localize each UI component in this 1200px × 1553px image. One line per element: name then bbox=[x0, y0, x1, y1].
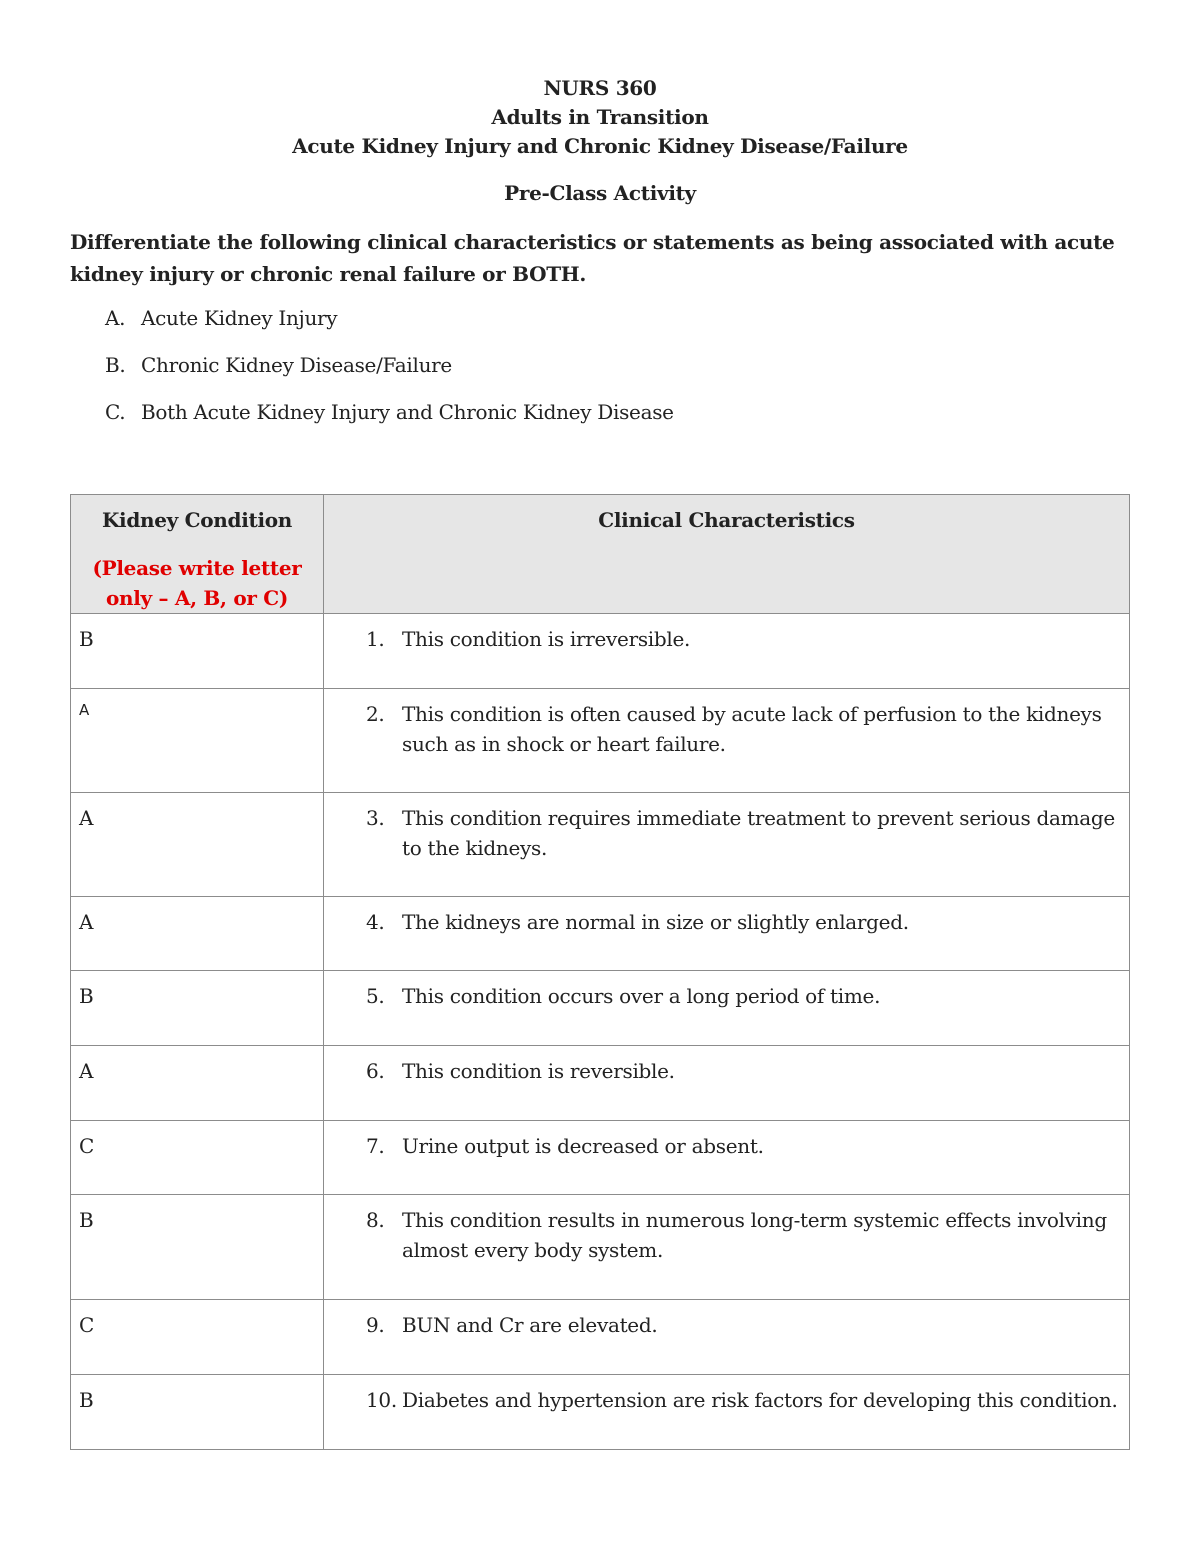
course-code: NURS 360 bbox=[543, 76, 657, 100]
option-letter: A. bbox=[105, 306, 126, 330]
table-row bbox=[71, 897, 1130, 971]
item-text: This condition requires immediate treatment to prevent serious damage to the kidneys. bbox=[402, 806, 1115, 860]
option-item bbox=[105, 303, 674, 350]
table-header-row bbox=[71, 495, 1130, 614]
option-item bbox=[105, 397, 674, 444]
item-number: 8. bbox=[366, 1208, 385, 1232]
item-number: 9. bbox=[366, 1313, 385, 1337]
answer-cell[interactable]: A bbox=[71, 689, 324, 793]
item-number: 2. bbox=[366, 702, 385, 726]
characteristic-cell bbox=[324, 689, 1130, 793]
answer-cell[interactable]: A bbox=[71, 1046, 324, 1121]
item-text: Diabetes and hypertension are risk factors for developing this condition. bbox=[402, 1388, 1118, 1412]
option-item bbox=[105, 350, 674, 397]
item-text: This condition occurs over a long period of time. bbox=[402, 984, 881, 1008]
item-number: 1. bbox=[366, 627, 385, 651]
table-row bbox=[71, 793, 1130, 897]
characteristic-cell bbox=[324, 1121, 1130, 1195]
table-row bbox=[71, 1300, 1130, 1375]
table-row bbox=[71, 1195, 1130, 1300]
item-number: 5. bbox=[366, 984, 385, 1008]
characteristic-cell bbox=[324, 614, 1130, 689]
answer-cell[interactable]: C bbox=[71, 1300, 324, 1375]
answer-cell[interactable]: B bbox=[71, 1375, 324, 1450]
answer-cell[interactable]: A bbox=[71, 897, 324, 971]
table-row bbox=[71, 1046, 1130, 1121]
topic-title: Acute Kidney Injury and Chronic Kidney Disease/Failure bbox=[292, 134, 908, 158]
answer-cell[interactable]: A bbox=[71, 793, 324, 897]
option-text: Chronic Kidney Disease/Failure bbox=[141, 353, 452, 377]
item-number: 7. bbox=[366, 1134, 385, 1158]
answer-cell[interactable]: B bbox=[71, 614, 324, 689]
clinical-characteristics-header: Clinical Characteristics bbox=[324, 495, 1130, 614]
activity-title: Pre-Class Activity bbox=[504, 181, 696, 205]
table-row bbox=[71, 689, 1130, 793]
item-text: Urine output is decreased or absent. bbox=[402, 1134, 764, 1158]
characteristic-cell bbox=[324, 1375, 1130, 1450]
answer-cell[interactable]: B bbox=[71, 1195, 324, 1300]
kidney-condition-header bbox=[71, 495, 324, 614]
instructions-text: Differentiate the following clinical characteristics or statements as being associated with acute kidney injury or chronic renal failure or BOTH. bbox=[70, 230, 1115, 286]
answer-options-list bbox=[105, 303, 674, 444]
characteristic-cell bbox=[324, 971, 1130, 1046]
document-header bbox=[0, 74, 1200, 208]
option-text: Both Acute Kidney Injury and Chronic Kidney Disease bbox=[141, 400, 674, 424]
item-text: This condition results in numerous long-term systemic effects involving almost every body system. bbox=[402, 1208, 1107, 1262]
characteristic-cell bbox=[324, 897, 1130, 971]
item-text: This condition is reversible. bbox=[402, 1059, 675, 1083]
table-row bbox=[71, 971, 1130, 1046]
table-row bbox=[71, 614, 1130, 689]
item-text: This condition is irreversible. bbox=[402, 627, 691, 651]
characteristics-table bbox=[70, 494, 1130, 1450]
characteristic-cell bbox=[324, 793, 1130, 897]
characteristic-cell bbox=[324, 1300, 1130, 1375]
option-letter: C. bbox=[105, 400, 126, 424]
item-text: The kidneys are normal in size or slightly enlarged. bbox=[402, 910, 909, 934]
item-number: 4. bbox=[366, 910, 385, 934]
answer-cell[interactable]: C bbox=[71, 1121, 324, 1195]
answer-cell[interactable]: B bbox=[71, 971, 324, 1046]
characteristic-cell bbox=[324, 1195, 1130, 1300]
item-number: 3. bbox=[366, 806, 385, 830]
option-text: Acute Kidney Injury bbox=[141, 306, 338, 330]
table-row bbox=[71, 1375, 1130, 1450]
item-number: 10. bbox=[366, 1388, 397, 1412]
course-subtitle: Adults in Transition bbox=[491, 105, 709, 129]
answer-hint: (Please write letter only – A, B, or C) bbox=[92, 556, 302, 610]
option-letter: B. bbox=[105, 353, 126, 377]
item-text: BUN and Cr are elevated. bbox=[402, 1313, 658, 1337]
item-number: 6. bbox=[366, 1059, 385, 1083]
kidney-condition-label: Kidney Condition bbox=[101, 508, 293, 532]
item-text: This condition is often caused by acute lack of perfusion to the kidneys such as in shock or heart failure. bbox=[402, 702, 1102, 756]
characteristic-cell bbox=[324, 1046, 1130, 1121]
table-row bbox=[71, 1121, 1130, 1195]
